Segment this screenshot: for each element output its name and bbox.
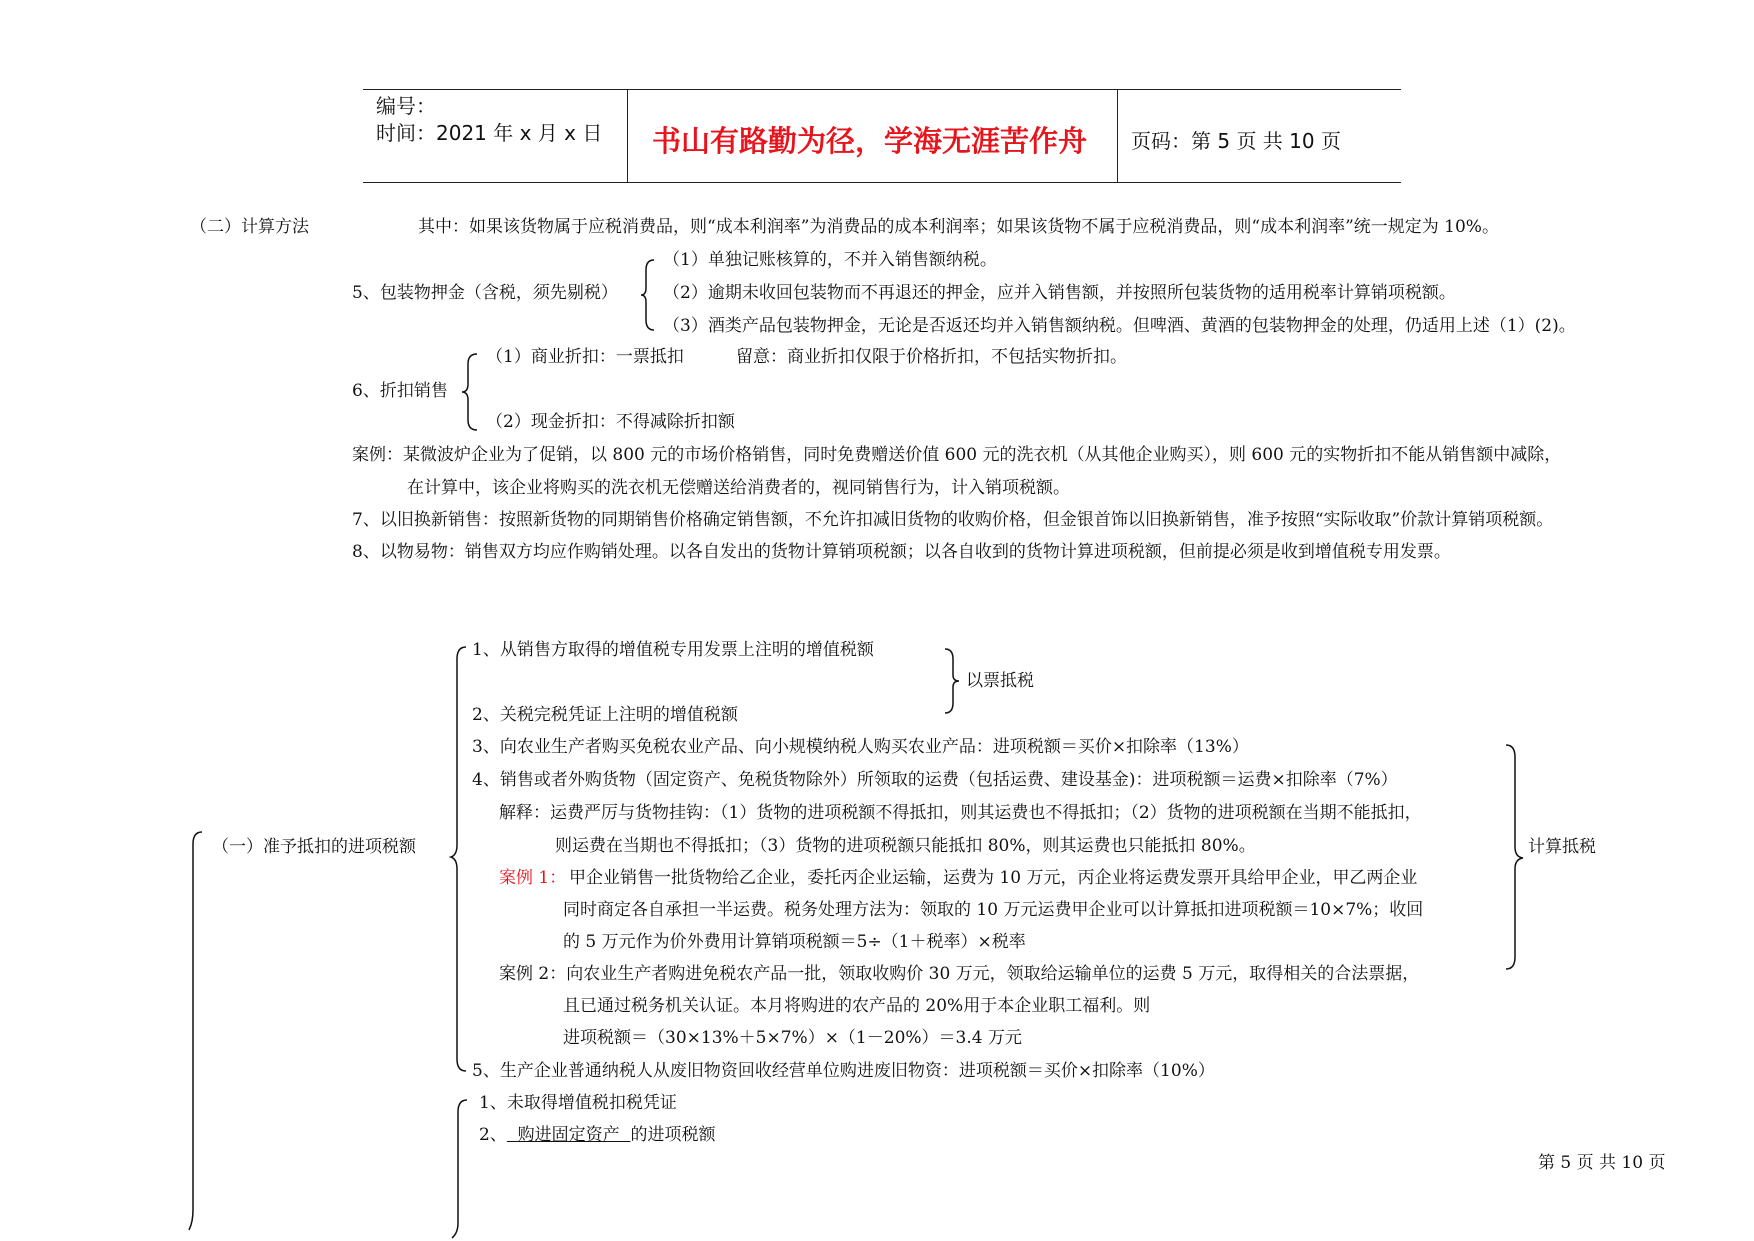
item-6-label: 6、折扣销售 xyxy=(352,381,448,401)
header-bottom-rule xyxy=(363,182,1401,183)
ticket-group-label: 以票抵税 xyxy=(966,671,1034,691)
header-time: 时间：2021 年 x 月 x 日 xyxy=(376,121,603,145)
deduct-item-1: 1、从销售方取得的增值税专用发票上注明的增值税额 xyxy=(472,640,874,660)
explanation-line-2: 则运费在当期也不得抵扣；（3）货物的进项税额只能抵扣 80%，则其运费也只能抵扣 80%。 xyxy=(555,836,1256,856)
non-deduct-item-1: 1、未取得增值税扣税凭证 xyxy=(479,1093,677,1113)
item-6-brace xyxy=(461,352,479,432)
section-1-title: （一）准予抵扣的进项税额 xyxy=(212,837,416,857)
case-1-line-3: 的 5 万元作为价外费用计算销项税额＝5÷（1＋税率）×税率 xyxy=(563,932,1026,952)
non-deduct-item-2-suffix: 的进项税额 xyxy=(630,1125,716,1145)
case-2-line-3: 进项税额＝（30×13%＋5×7%）×（1－20%）＝3.4 万元 xyxy=(563,1028,1022,1048)
deduct-item-4: 4、销售或者外购货物（固定资产、免税货物除外）所领取的运费（包括运费、建设基金)：进项税额＝运费×扣除率（7%） xyxy=(472,770,1398,790)
section-1-brace xyxy=(450,645,468,1075)
item-5-brace xyxy=(640,258,656,332)
header-top-rule xyxy=(363,89,1401,90)
header-page-number: 页码：第 5 页 共 10 页 xyxy=(1131,129,1341,153)
item-5-label: 5、包装物押金（含税，须先剔税） xyxy=(352,283,618,303)
deduct-item-3: 3、向农业生产者购买免税农业产品、向小规模纳税人购买农业产品：进项税额＝买价×扣除率（13%） xyxy=(472,737,1249,757)
item-6-sub-2: （2）现金折扣：不得减除折扣额 xyxy=(486,412,735,432)
item-8: 8、以物易物：销售双方均应作购销处理。以各自发出的货物计算销项税额；以各自收到的货物计算进项税额，但前提必须是收到增值税专用发票。 xyxy=(352,542,1451,562)
header-bianhao: 编号： xyxy=(376,94,436,118)
footer-page-number: 第 5 页 共 10 页 xyxy=(1538,1153,1666,1173)
calc-brace xyxy=(1505,743,1525,973)
case-1-line-1: 甲企业销售一批货物给乙企业，委托丙企业运输，运费为 10 万元，丙企业将运费发票开具给甲企业，甲乙两企业 xyxy=(569,868,1418,888)
item-6-note: 留意：商业折扣仅限于价格折扣，不包括实物折扣。 xyxy=(736,347,1127,367)
item-5-sub-2: （2）逾期未收回包装物而不再退还的押金，应并入销售额，并按照所包装货物的适用税率计算销项税额。 xyxy=(663,283,1456,303)
non-deduct-item-2-underlined: 购进固定资产 xyxy=(506,1125,631,1145)
deduct-item-2: 2、关税完税凭证上注明的增值税额 xyxy=(472,705,738,725)
non-deduct-item-2-prefix: 2、 xyxy=(479,1125,507,1145)
case-line-1: 案例：某微波炉企业为了促销，以 800 元的市场价格销售，同时免费赠送价值 600 元的洗衣机（从其他企业购买），则 600 元的实物折扣不能从销售额中减除， xyxy=(352,445,1562,465)
case-1-label: 案例 1： xyxy=(499,868,567,888)
deduct-item-5: 5、生产企业普通纳税人从废旧物资回收经营单位购进废旧物资：进项税额＝买价×扣除率（10%） xyxy=(472,1061,1215,1081)
header-motto: 书山有路勤为径，学海无涯苦作舟 xyxy=(652,124,1088,158)
case-2-line-1: 案例 2：向农业生产者购进免税农产品一批，领取收购价 30 万元，领取给运输单位的运费 5 万元，取得相关的合法票据， xyxy=(499,964,1420,984)
non-deduct-brace xyxy=(451,1098,469,1241)
ticket-brace xyxy=(944,647,960,715)
item-5-sub-3: （3）酒类产品包装物押金，无论是否返还均并入销售额纳税。但啤酒、黄酒的包装物押金的处理，仍适用上述（1）(2)。 xyxy=(663,316,1576,336)
case-1-line-2: 同时商定各自承担一半运费。税务处理方法为：领取的 10 万元运费甲企业可以计算抵扣进项税额＝10×7%；收回 xyxy=(563,900,1424,920)
section-2-note: 其中：如果该货物属于应税消费品，则“成本利润率”为消费品的成本利润率；如果该货物不属于应税消费品，则“成本利润率”统一规定为 10%。 xyxy=(418,217,1499,237)
item-6-sub-1: （1）商业折扣：一票抵扣 xyxy=(486,347,684,367)
outer-brace xyxy=(188,830,204,1241)
header-divider-right xyxy=(1117,89,1118,183)
item-5-sub-1: （1）单独记账核算的，不并入销售额纳税。 xyxy=(663,250,997,270)
case-2-line-2: 且已通过税务机关认证。本月将购进的农产品的 20%用于本企业职工福利。则 xyxy=(563,996,1151,1016)
header-divider-left xyxy=(627,89,628,183)
case-line-2: 在计算中，该企业将购买的洗衣机无偿赠送给消费者的，视同销售行为，计入销项税额。 xyxy=(407,478,1070,498)
calc-group-label: 计算抵税 xyxy=(1528,837,1596,857)
explanation-line-1: 解释：运费严厉与货物挂钩：（1）货物的进项税额不得抵扣，则其运费也不得抵扣；（2）货物的进项税额在当期不能抵扣， xyxy=(499,803,1422,823)
section-2-title: （二）计算方法 xyxy=(190,217,309,237)
item-7: 7、以旧换新销售：按照新货物的同期销售价格确定销售额，不允许扣减旧货物的收购价格，但金银首饰以旧换新销售，准予按照“实际收取”价款计算销项税额。 xyxy=(352,510,1554,530)
non-deduct-item-2 xyxy=(479,1124,715,1146)
